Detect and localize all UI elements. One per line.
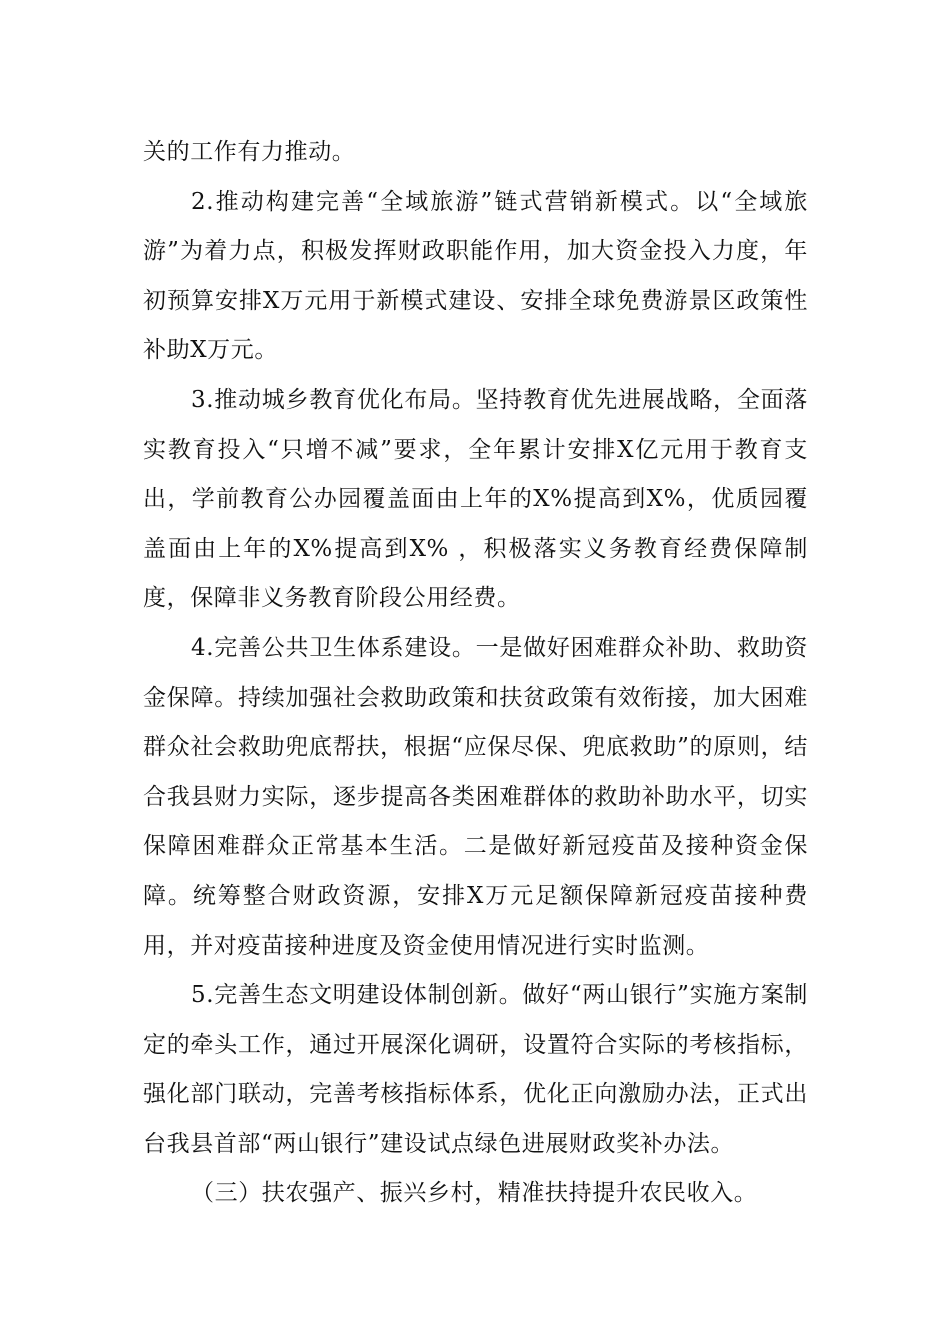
paragraph-education: 3.推动城乡教育优化布局。坚持教育优先进展战略，全面落实教育投入“只增不减”要求，全年累计安排X亿元用于教育支出，学前教育公办园覆盖面由上年的X%提高到X%，优质园覆盖面由上年的X%提高到X% ，积极落实义务教育经费保障制度，保障非义务教育阶段公用经费。	[143, 386, 808, 612]
paragraph-tourism: 2.推动构建完善“全域旅游”链式营销新模式。以“全域旅游”为着力点，积极发挥财政职能作用，加大资金投入力度，年初预算安排X万元用于新模式建设、安排全球免费游景区政策性补助X万元。	[143, 188, 808, 364]
paragraph-continuation: 关的工作有力推动。	[143, 139, 356, 165]
paragraph-public-health: 4.完善公共卫生体系建设。一是做好困难群众补助、救助资金保障。持续加强社会救助政策和扶贫政策有效衔接，加大困难群众社会救助兜底帮扶，根据“应保尽保、兜底救助”的原则，结合我县财力实际，逐步提高各类困难群体的救助补助水平，切实保障困难群众正常基本生活。二是做好新冠疫苗及接种资金保障。统筹整合财政资源，安排X万元足额保障新冠疫苗接种费用，并对疫苗接种进度及资金使用情况进行实时监测。	[143, 634, 808, 959]
paragraph-ecology: 5.完善生态文明建设体制创新。做好“两山银行”实施方案制定的牵头工作，通过开展深化调研，设置符合实际的考核指标，强化部门联动，完善考核指标体系，优化正向激励办法，正式出台我县首部“两山银行”建设试点绿色进展财政奖补办法。	[143, 982, 808, 1157]
section-heading: （三）扶农强产、振兴乡村，精准扶持提升农民收入。	[191, 1180, 758, 1207]
document-page	[143, 128, 808, 1219]
